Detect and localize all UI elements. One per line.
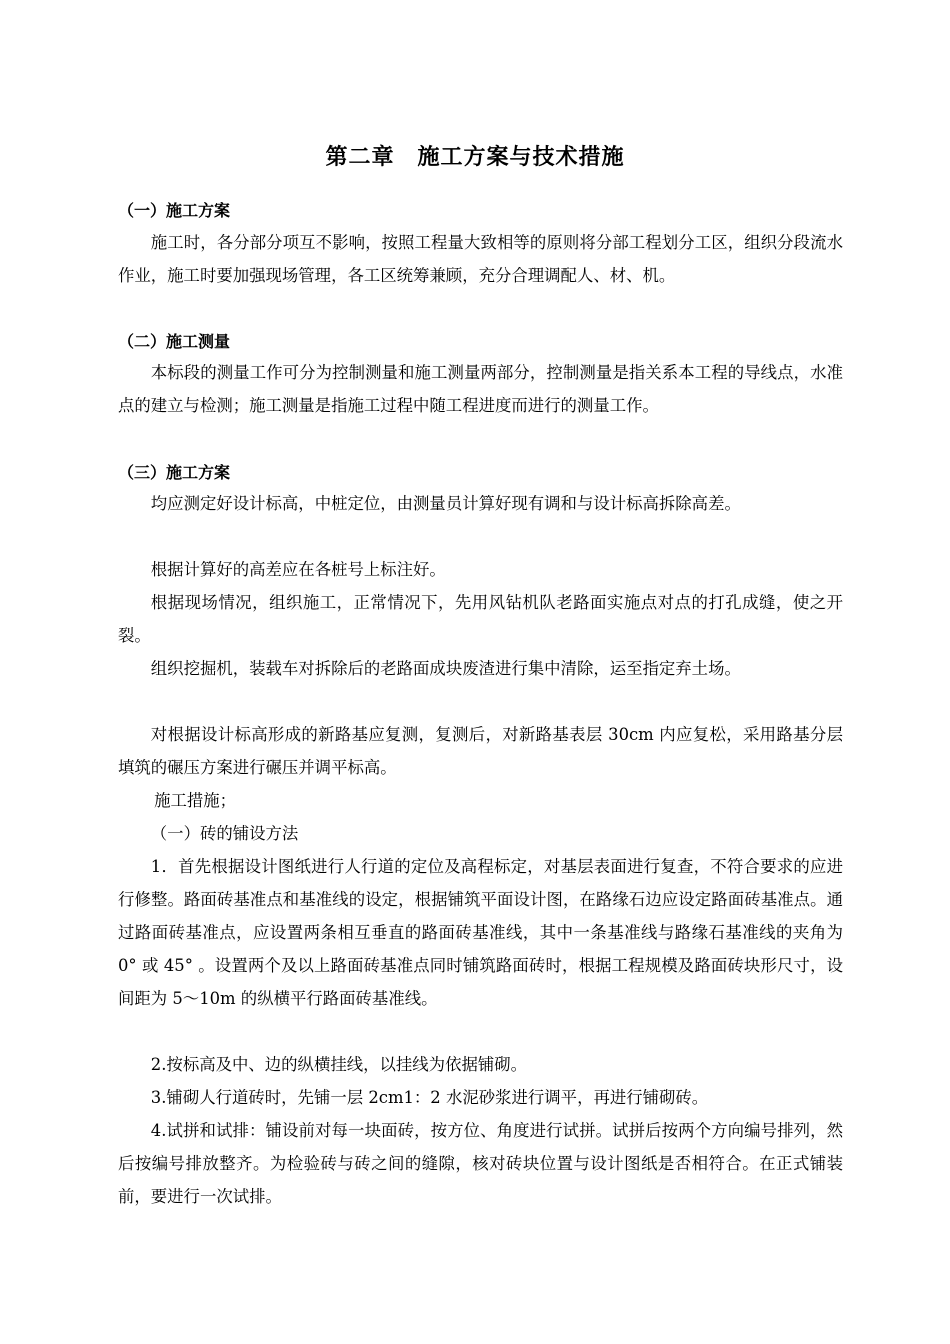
brick-step-3: 3.铺砌人行道砖时，先铺一层 2cm1：2 水泥砂浆进行调平，再进行铺砌砖。 <box>150 1088 709 1107</box>
section1-paragraph: 施工时，各分部分项互不影响，按照工程量大致相等的原则将分部工程划分工区，组织分段流水作业，施工时要加强现场管理，各工区统筹兼顾，充分合理调配人、材、机。 <box>118 233 843 285</box>
brick-step-1: 1．首先根据设计图纸进行人行道的定位及高程标定，对基层表面进行复查，不符合要求的应进行修整。路面砖基准点和基准线的设定，根据铺筑平面设计图，在路缘石边应设定路面砖基准点。通过路面砖基准点，应设置两条相互垂直的路面砖基准线，其中一条基准线与路缘石基准线的夹角为 0° 或 45° 。设置两个及以上路面砖基准点同时铺筑路面砖时，根据工程规模及路面砖块形尺寸，设间距为 5～10m 的纵横平行路面砖基准线。 <box>118 857 843 1008</box>
brick-laying-subheading: （一）砖的铺设方法 <box>150 824 299 843</box>
section3-paragraph-1: 均应测定好设计标高，中桩定位，由测量员计算好现有调和与设计标高拆除高差。 <box>150 494 741 513</box>
section2-paragraph: 本标段的测量工作可分为控制测量和施工测量两部分，控制测量是指关系本工程的导线点，水准点的建立与检测；施工测量是指施工过程中随工程进度而进行的测量工作。 <box>118 363 843 415</box>
brick-step-4: 4.试拼和试排：铺设前对每一块面砖，按方位、角度进行试拼。试拼后按两个方向编号排列，然后按编号排放整齐。为检验砖与砖之间的缝隙，核对砖块位置与设计图纸是否相符合。在正式铺装前，要进行一次试排。 <box>118 1121 843 1206</box>
section-heading-1: （一）施工方案 <box>118 201 231 220</box>
page-title: 第二章 施工方案与技术措施 <box>325 145 625 170</box>
section-heading-3: （三）施工方案 <box>118 463 231 482</box>
brick-step-2: 2.按标高及中、边的纵横挂线，以挂线为依据铺砌。 <box>150 1055 528 1074</box>
measures-label: 施工措施； <box>154 791 237 810</box>
section3-paragraph-5: 对根据设计标高形成的新路基应复测，复测后，对新路基表层 30cm 内应复松，采用路基分层填筑的碾压方案进行碾压并调平标高。 <box>118 725 843 777</box>
section3-paragraph-4: 组织挖掘机，装载车对拆除后的老路面成块废渣进行集中清除，运至指定弃土场。 <box>150 659 741 678</box>
section3-paragraph-2: 根据计算好的高差应在各桩号上标注好。 <box>150 560 446 579</box>
section-heading-2: （二）施工测量 <box>118 332 231 351</box>
section3-paragraph-3: 根据现场情况，组织施工，正常情况下，先用风钻机队老路面实施点对点的打孔成缝，使之开裂。 <box>118 593 843 645</box>
